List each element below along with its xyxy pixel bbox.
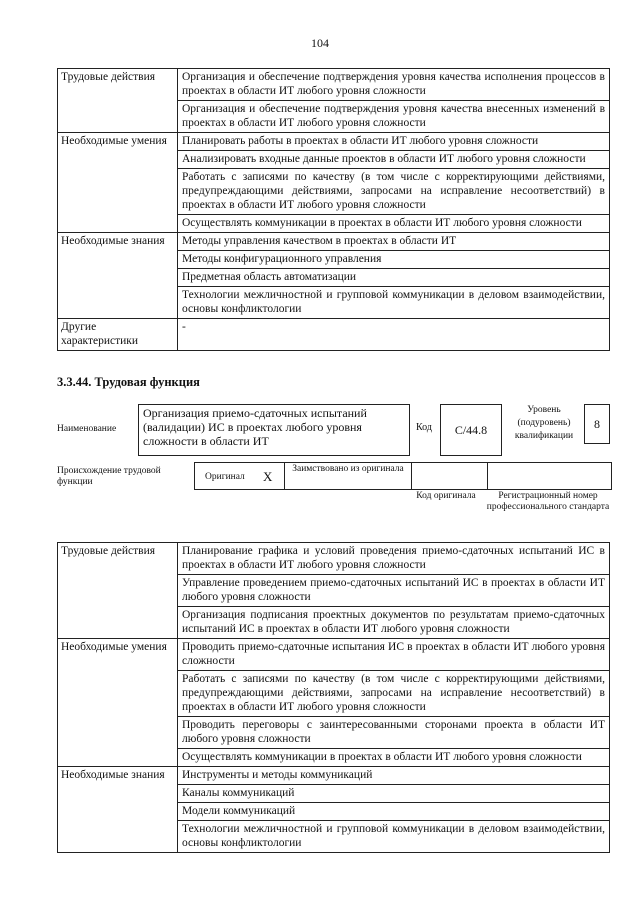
- table-cell: Предметная область автоматизации: [178, 269, 610, 287]
- table-cell: Каналы коммуникаций: [178, 785, 610, 803]
- top-competency-table: [57, 68, 610, 351]
- row-label: Другие характеристики: [58, 319, 178, 351]
- page-number: 104: [311, 36, 329, 50]
- row-label: Необходимые знания: [58, 767, 178, 853]
- level-value-box: 8: [584, 404, 610, 444]
- table-cell: Методы управления качеством в проектах в области ИТ: [178, 233, 610, 251]
- row-label: Трудовые действия: [58, 543, 178, 639]
- table-row: [58, 639, 610, 671]
- name-label: Наименование: [57, 424, 117, 434]
- table-cell: Планировать работы в проектах в области ИТ любого уровня сложности: [178, 133, 610, 151]
- row-label: Необходимые умения: [58, 133, 178, 233]
- reg-number-label: Регистрационный номер профессионального стандарта: [486, 491, 610, 512]
- table-cell: Проводить переговоры с заинтересованными сторонами проекта в области ИТ любого уровня сложности: [178, 717, 610, 749]
- borrowed-cell: [285, 463, 412, 489]
- row-label: Необходимые знания: [58, 233, 178, 319]
- table-cell: -: [178, 319, 610, 351]
- table-cell: Работать с записями по качеству (в том числе с корректирующими действиями, предупреждающими действиями, запросами на исправление несоответствий) в проектах в области ИТ любого уровня сложности: [178, 169, 610, 215]
- table-row: [58, 767, 610, 785]
- table-row: [58, 543, 610, 575]
- reg-number-cell: [488, 463, 611, 489]
- original-mark: X: [263, 469, 273, 484]
- original-label: Оригинал: [205, 472, 245, 482]
- table-cell: Проводить приемо-сдаточные испытания ИС в проектах в области ИТ любого уровня сложности: [178, 639, 610, 671]
- table-row: [58, 69, 610, 101]
- table-row: [58, 233, 610, 251]
- table-cell: Управление проведением приемо-сдаточных испытаний ИС в проектах в области ИТ любого уровня сложности: [178, 575, 610, 607]
- function-name-box: Организация приемо-сдаточных испытаний (валидации) ИС в проектах любого уровня сложности в области ИТ: [138, 404, 410, 456]
- section-title: 3.3.44. Трудовая функция: [57, 375, 200, 389]
- table-cell: Организация и обеспечение подтверждения уровня качества внесенных изменений в проектах в области ИТ любого уровня сложности: [178, 101, 610, 133]
- table-cell: Технологии межличностной и групповой коммуникации в деловом взаимодействии, основы конфликтологии: [178, 821, 610, 853]
- table-cell: Инструменты и методы коммуникаций: [178, 767, 610, 785]
- table-cell: Модели коммуникаций: [178, 803, 610, 821]
- row-label: Трудовые действия: [58, 69, 178, 133]
- table-row: [58, 319, 610, 351]
- table-cell: Технологии межличностной и групповой коммуникации в деловом взаимодействии, основы конфликтологии: [178, 287, 610, 319]
- table-cell: Организация подписания проектных документов по результатам приемо-сдаточных испытаний ИС в проектах в области ИТ любого уровня сложности: [178, 607, 610, 639]
- code-original-label: Код оригинала: [416, 491, 476, 501]
- row-label: Необходимые умения: [58, 639, 178, 767]
- table-cell: Методы конфигурационного управления: [178, 251, 610, 269]
- table-cell: Анализировать входные данные проектов в области ИТ любого уровня сложности: [178, 151, 610, 169]
- code-label: Код: [416, 422, 432, 433]
- bottom-competency-table: [57, 542, 610, 853]
- table-cell: Организация и обеспечение подтверждения уровня качества исполнения процессов в проектах в области ИТ любого уровня сложности: [178, 69, 610, 101]
- table-cell: Планирование графика и условий проведения приемо-сдаточных испытаний ИС в проектах в области ИТ любого уровня сложности: [178, 543, 610, 575]
- original-cell: [195, 463, 285, 489]
- table-cell: Осуществлять коммуникации в проектах в области ИТ любого уровня сложности: [178, 749, 610, 767]
- origin-row: [194, 462, 612, 490]
- borrowed-label: Заимствовано из оригинала: [292, 464, 404, 474]
- table-row: [58, 133, 610, 151]
- code-original-cell: [412, 463, 488, 489]
- table-cell: Работать с записями по качеству (в том числе с корректирующими действиями, предупреждающими действиями, запросами на исправление несоответствий) в проектах в области ИТ любого уровня сложности: [178, 671, 610, 717]
- level-label: Уровень (подуровень) квалификации: [514, 405, 574, 441]
- origin-label: Происхождение трудовой функции: [57, 466, 161, 487]
- table-cell: Осуществлять коммуникации в проектах в области ИТ любого уровня сложности: [178, 215, 610, 233]
- function-code-box: C/44.8: [440, 404, 502, 456]
